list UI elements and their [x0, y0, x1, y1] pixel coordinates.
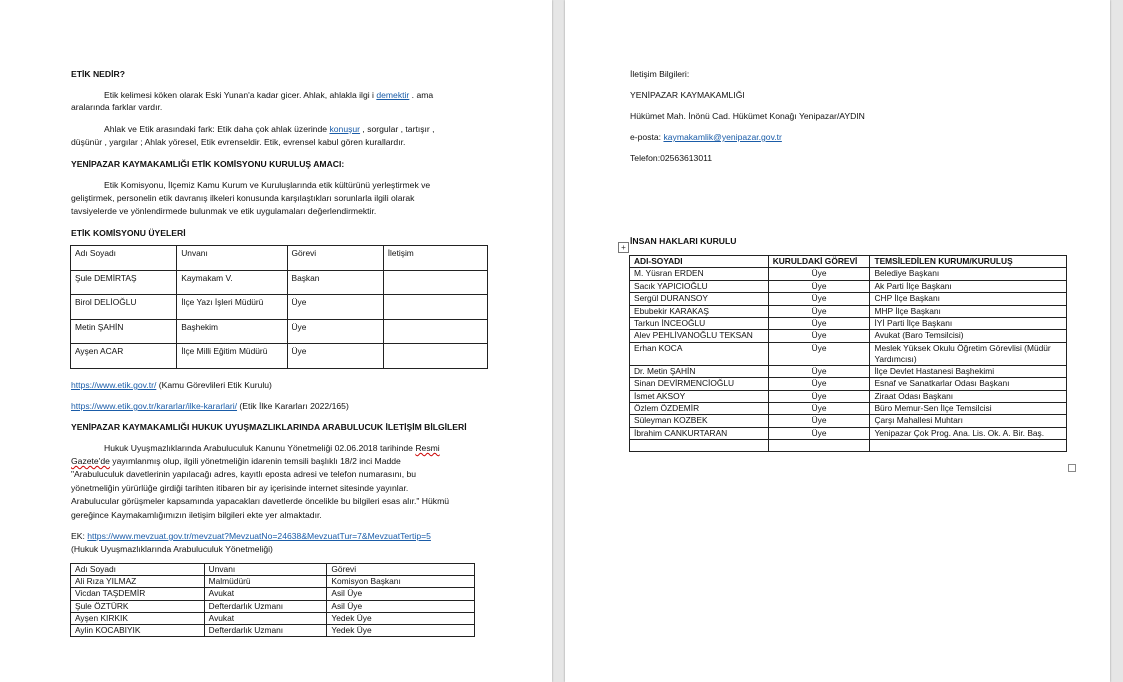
text-span: (Etik İlke Kararları 2022/165): [237, 401, 349, 411]
table-cell: Kaymakam V.: [177, 270, 287, 295]
konusur-link[interactable]: konuşur: [329, 124, 361, 134]
paragraph-arabuluculuk-line2: [71, 455, 401, 467]
table-cell: İlçe Yazı İşleri Müdürü: [177, 295, 287, 320]
text-span: Hukuk Uyuşmazlıklarında Arabuluculuk Kanunu Yönetmeliği 02.06.2018 tarihinde: [104, 443, 416, 453]
text-span: , sorgular , tartışır ,: [360, 124, 435, 134]
table-cell: Ayşen KIRKIK: [71, 612, 205, 624]
text-span: . ama: [409, 90, 434, 100]
table-row: [71, 612, 475, 624]
table-cell: Ayşen ACAR: [71, 344, 177, 369]
table-header-cell: İletişim: [383, 246, 487, 271]
mevzuat-link[interactable]: https://www.mevzuat.gov.tr/mevzuat?MevzuatNo=24638&MevzuatTur=7&MevzuatTertip=5: [87, 531, 431, 541]
table-cell: Malmüdürü: [204, 576, 327, 588]
etik-gov-link[interactable]: https://www.etik.gov.tr/: [71, 380, 157, 390]
text-span: Etik kelimesi köken olarak Eski Yunan'a kadar gicer. Ahlak, ahlakla ilgi i: [104, 90, 377, 100]
table-cell: Üye: [768, 268, 870, 280]
table-cell: Üye: [768, 305, 870, 317]
table-cell: İsmet AKSOY: [630, 390, 769, 402]
table-header-cell: Unvanı: [204, 564, 327, 576]
ek-note: (Hukuk Uyuşmazlıklarında Arabuluculuk Yönetmeliği): [71, 544, 273, 554]
table-cell: Sinan DEVİRMENCİOĞLU: [630, 378, 769, 390]
table-cell: Birol DELİOĞLU: [71, 295, 177, 320]
text-span: e-posta:: [630, 132, 664, 142]
paragraph-etik-line1: [104, 89, 433, 101]
table-row: [71, 588, 475, 600]
table-cell: Vicdan TAŞDEMİR: [71, 588, 205, 600]
paragraph-fark-line1: [104, 123, 435, 135]
table-cell: MHP İlçe Başkanı: [870, 305, 1067, 317]
table-resize-handle[interactable]: [1068, 464, 1076, 472]
table-cell: Avukat: [204, 588, 327, 600]
table-row: [630, 427, 1067, 439]
heading-komisyon-uyeleri: ETİK KOMİSYONU ÜYELERİ: [71, 228, 186, 238]
paragraph-arabuluculuk-line3: "Arabuluculuk davetlerinin yapılacağı adres, kayıtlı eposta adresi ve telefon numarasını, bu: [71, 469, 417, 479]
table-cell: Komisyon Başkanı: [327, 576, 475, 588]
eposta-link[interactable]: kaymakamlik@yenipazar.gov.tr: [663, 132, 782, 142]
table-header-row: [630, 256, 1067, 268]
table-cell: Büro Memur-Sen İlçe Temsilcisi: [870, 402, 1067, 414]
table-cell: Üye: [287, 295, 383, 320]
table-row: [630, 402, 1067, 414]
table-row: [71, 295, 488, 320]
table-row: [630, 280, 1067, 292]
table-header-cell: Unvanı: [177, 246, 287, 271]
table-header-row: [71, 564, 475, 576]
table-cell: Başkan: [287, 270, 383, 295]
table-header-cell: TEMSİLEDİLEN KURUM/KURULUŞ: [870, 256, 1067, 268]
table-cell: Ebubekir KARAKAŞ: [630, 305, 769, 317]
heading-kurulus-amaci: YENİPAZAR KAYMAKAMLIĞI ETİK KOMİSYONU KURULUŞ AMACI:: [71, 159, 345, 169]
heading-etik-nedir: ETİK NEDİR?: [71, 69, 125, 79]
table-cell: [383, 344, 487, 369]
table-row: [630, 390, 1067, 402]
table-cell: Üye: [287, 319, 383, 344]
ek-line: [71, 530, 431, 542]
table-cell: Asil Üye: [327, 588, 475, 600]
table-cell: Meslek Yüksek Okulu Öğretim Görevlisi (Müdür Yardımcısı): [870, 342, 1067, 365]
table-cell: Dr. Metin ŞAHİN: [630, 365, 769, 377]
table-row: [630, 378, 1067, 390]
table-cell: İlçe Devlet Hastanesi Başhekimi: [870, 365, 1067, 377]
table-header-cell: Adı Soyadı: [71, 564, 205, 576]
table-row: [630, 268, 1067, 280]
table-cell: Defterdarlık Uzmanı: [204, 624, 327, 636]
table-cell: [383, 295, 487, 320]
ilke-kararlari-link[interactable]: https://www.etik.gov.tr/kararlar/ilke-kararlari/: [71, 401, 238, 411]
text-span: EK:: [71, 531, 88, 541]
table-cell: Esnaf ve Sanatkarlar Odası Başkanı: [870, 378, 1067, 390]
table-cell: Metin ŞAHİN: [71, 319, 177, 344]
table-cell: İYİ Parti İlçe Başkanı: [870, 317, 1067, 329]
table-cell: [630, 440, 769, 452]
table-cell: Üye: [768, 342, 870, 365]
table-cell: [768, 440, 870, 452]
contact-address: Hükümet Mah. İnönü Cad. Hükümet Konağı Yenipazar/AYDIN: [630, 111, 865, 121]
table-cell: Üye: [768, 402, 870, 414]
table-header-cell: KURULDAKİ GÖREVİ: [768, 256, 870, 268]
etik-kurulu-line: [71, 379, 272, 391]
paragraph-arabuluculuk-line4: yönetmeliğin yürürlüğe girdiği tarihten itibaren bir ay içerisinde internet sitesinde yayınlar.: [71, 483, 409, 493]
table-cell: [870, 440, 1067, 452]
text-span: (Kamu Görevlileri Etik Kurulu): [156, 380, 272, 390]
table-cell: Avukat (Baro Temsilcisi): [870, 330, 1067, 342]
table-cell: Sergül DURANSOY: [630, 293, 769, 305]
table-header-cell: Görevi: [287, 246, 383, 271]
table-cell: Ak Parti İlçe Başkanı: [870, 280, 1067, 292]
table-header-cell: ADI-SOYADI: [630, 256, 769, 268]
table-cell: Ali Rıza YILMAZ: [71, 576, 205, 588]
paragraph-arabuluculuk-line5: Arabulucular görüşmeler kapsamında yapacakları davetlerde öncelikle bu bilgileri esas alır." Hükmü: [71, 496, 450, 506]
text-span: yayımlanmış olup, ilgili yönetmeliğin idarenin temsili başlıklı 18/2 inci Madde: [109, 456, 401, 466]
table-row: [630, 342, 1067, 365]
document-page-1[interactable]: [0, 0, 552, 682]
table-cell: Erhan KOCA: [630, 342, 769, 365]
table-move-handle-icon[interactable]: +: [618, 242, 629, 253]
table-cell: Defterdarlık Uzmanı: [204, 600, 327, 612]
table-row: [71, 600, 475, 612]
contact-eposta-line: [630, 131, 782, 143]
table-cell: Aylin KOCABIYIK: [71, 624, 205, 636]
contact-title: İletişim Bilgileri:: [630, 69, 690, 79]
table-cell: Belediye Başkanı: [870, 268, 1067, 280]
ilke-kararlari-line: [71, 400, 349, 412]
table-cell: M. Yüsran ERDEN: [630, 268, 769, 280]
table-header-cell: Görevi: [327, 564, 475, 576]
table-row: [71, 319, 488, 344]
table-cell: Üye: [768, 365, 870, 377]
table-row: [630, 330, 1067, 342]
paragraph-arabuluculuk-line6: gereğince Kaymakamlığımızın iletişim bilgileri ekte yer almaktadır.: [71, 510, 322, 520]
table-cell: Üye: [768, 390, 870, 402]
table-cell: Üye: [768, 293, 870, 305]
arabuluculuk-table: [70, 563, 475, 637]
table-row: [630, 305, 1067, 317]
table-cell: [383, 319, 487, 344]
table-row: [71, 270, 488, 295]
table-cell: İbrahim CANKURTARAN: [630, 427, 769, 439]
table-cell: Başhekim: [177, 319, 287, 344]
table-cell: Üye: [768, 415, 870, 427]
table-cell: CHP İlçe Başkanı: [870, 293, 1067, 305]
table-cell: Yenipazar Çok Prog. Ana. Lis. Ok. A. Bir. Baş.: [870, 427, 1067, 439]
table-cell: Ziraat Odası Başkanı: [870, 390, 1067, 402]
paragraph-amac-line2: geliştirmek, personelin etik davranış ilkeleri konusunda karşılaştıkları sorunlarla ilgili olarak: [71, 193, 415, 203]
paragraph-etik-line2: aralarında farklar vardır.: [71, 102, 163, 112]
table-cell: Sacık YAPICIOĞLU: [630, 280, 769, 292]
table-header-row: [71, 246, 488, 271]
table-cell: Üye: [287, 344, 383, 369]
table-row: [71, 344, 488, 369]
table-row: [630, 365, 1067, 377]
table-cell: Asil Üye: [327, 600, 475, 612]
text-span: Resmi: [415, 443, 440, 453]
paragraph-amac-line3: tavsiyelerde ve yönlendirmede bulunmak ve etik uygulamaları değerlendirmektir.: [71, 206, 377, 216]
table-cell: Üye: [768, 330, 870, 342]
table-cell: Şule ÖZTÜRK: [71, 600, 205, 612]
table-cell: Çarşı Mahallesi Muhtarı: [870, 415, 1067, 427]
contact-org: YENİPAZAR KAYMAKAMLIĞI: [630, 90, 745, 100]
table-row: [630, 293, 1067, 305]
table-row: [630, 415, 1067, 427]
table-cell: Üye: [768, 427, 870, 439]
insan-haklari-table: [629, 255, 1067, 452]
table-cell: Şule DEMİRTAŞ: [71, 270, 177, 295]
text-span: Ahlak ve Etik arasındaki fark: Etik daha çok ahlak üzerinde: [104, 124, 330, 134]
heading-arabuluculuk: YENİPAZAR KAYMAKAMLIĞI HUKUK UYUŞMAZLIKLARINDA ARABULUCUK İLETİŞİM BİLGİLERİ: [71, 422, 467, 432]
table-header-cell: Adı Soyadı: [71, 246, 177, 271]
heading-insan-haklari: İNSAN HAKLARI KURULU: [630, 236, 737, 246]
paragraph-amac-line1: Etik Komisyonu, İlçemiz Kamu Kurum ve Kuruluşlarında etik kültürünü yerleştirmek ve: [104, 180, 431, 190]
table-row: [630, 317, 1067, 329]
text-span: Gazete'de: [71, 456, 110, 466]
demektir-link[interactable]: demektir: [376, 90, 410, 100]
table-cell: Üye: [768, 378, 870, 390]
table-row: [71, 576, 475, 588]
table-cell: Üye: [768, 280, 870, 292]
table-cell: Yedek Üye: [327, 612, 475, 624]
table-cell: Alev PEHLİVANOĞLU TEKSAN: [630, 330, 769, 342]
table-cell: Tarkun İNCEOĞLU: [630, 317, 769, 329]
table-cell: [383, 270, 487, 295]
table-cell: Özlem ÖZDEMİR: [630, 402, 769, 414]
table-cell: Üye: [768, 317, 870, 329]
table-cell: Süleyman KOZBEK: [630, 415, 769, 427]
table-row: [71, 624, 475, 636]
table-cell: Yedek Üye: [327, 624, 475, 636]
paragraph-fark-line2: düşünür , yargılar ; Ahlak yöresel, Etik evrenseldir. Etik, evrensel kabul gören kurallardır.: [71, 137, 406, 147]
table-cell: İlçe Milli Eğitim Müdürü: [177, 344, 287, 369]
table-row: [630, 440, 1067, 452]
contact-telefon: Telefon:02563613011: [630, 153, 713, 163]
paragraph-arabuluculuk-line1: [104, 442, 440, 454]
table-cell: Avukat: [204, 612, 327, 624]
etik-komisyonu-table: [70, 245, 488, 369]
